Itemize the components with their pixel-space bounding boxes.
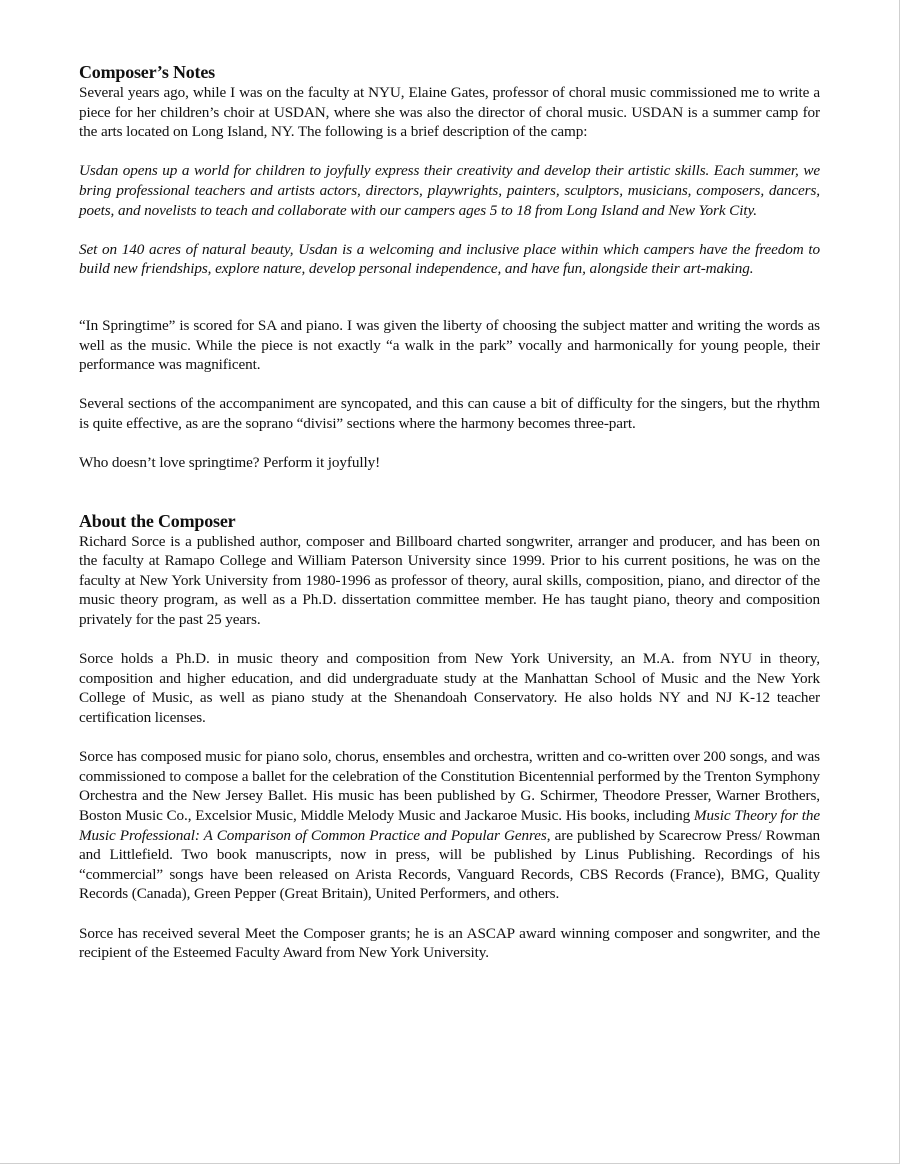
about-paragraph-bio: Richard Sorce is a published author, composer and Billboard charted songwriter, arranger and producer, and has been on the faculty at Ramapo College and William Paterson University since 1999. Prior to his current positions, he was on the faculty at New York University from 1980-1996 as professor of theory, aural skills, composition, piano, and director of the music theory program, as well as a Ph.D. dissertation committee member. He has taught piano, theory and composition privately for the past 25 years. (79, 532, 820, 629)
composers-notes-heading: Composer’s Notes (79, 62, 215, 82)
notes-paragraph-accompaniment: Several sections of the accompaniment are syncopated, and this can cause a bit of difficulty for the singers, but the rhythm is quite effective, as are the soprano “divisi” sections where the harmony becomes three-part. (79, 395, 820, 432)
book-title: Music Theory for the Music Professional: A Comparison of Common Practice and Popular Genres (79, 807, 821, 844)
page-content (79, 62, 820, 963)
about-composer-heading: About the Composer (79, 510, 236, 531)
notes-paragraph-scoring: “In Springtime” is scored for SA and piano. I was given the liberty of choosing the subject matter and writing the words as well as the music. While the piece is not exactly “a walk in the park” vocally and harmonically for young people, their performance was magnificent. (79, 316, 820, 374)
camp-description-quote-1: Usdan opens up a world for children to joyfully express their creativity and develop their artistic skills. Each summer, we bring professional teachers and artists actors, directors, playwrights, painters, sculptors, musicians, composers, dancers, poets, and novelists to teach and collaborate with our campers ages 5 to 18 from Long Island and New York City. (79, 162, 820, 219)
camp-description-quote-2: Set on 140 acres of natural beauty, Usdan is a welcoming and inclusive place within which campers have the freedom to build new friendships, explore nature, develop personal independence, and have fun, alongside their art-making. (79, 240, 820, 278)
about-paragraph-education: Sorce holds a Ph.D. in music theory and composition from New York University, an M.A. from NYU in theory, composition and higher education, and did undergraduate study at the Manhattan School of Music and the New York College of Music, as well as piano study at the Shenandoah Conservatory. He also holds NY and NJ K-12 teacher certification licenses. (79, 650, 820, 727)
notes-paragraph-closing: Who doesn’t love springtime? Perform it joyfully! (79, 454, 381, 472)
about-paragraph-works (79, 747, 820, 904)
about-paragraph-awards: Sorce has received several Meet the Composer grants; he is an ASCAP award winning composer and songwriter, and the recipient of the Esteemed Faculty Award from New York University. (79, 924, 820, 962)
works-text-part-1: Sorce has composed music for piano solo, chorus, ensembles and orchestra, written and co-written over 200 songs, and was commissioned to compose a ballet for the celebration of the Constitution Bicentennial performed by the Trenton Symphony Orchestra and the New Jersey Ballet. His music has been published by G. Schirmer, Theodore Presser, Warner Brothers, Boston Music Co., Excelsior Music, Middle Melody Music and Jackaroe Music. His books, including (79, 748, 820, 824)
works-text-part-2: , are published by Scarecrow Press/ Rowman and Littlefield. Two book manuscripts, now in press, will be published by Linus Publishing. Recordings of his “commercial” songs have been released on Arista Records, Vanguard Records, CBS Records (France), BMG, Quality Records (Canada), Green Pepper (Great Britain), United Performers, and others. (79, 826, 820, 903)
notes-intro-paragraph: Several years ago, while I was on the faculty at NYU, Elaine Gates, professor of choral music commissioned me to write a piece for her children’s choir at USDAN, where she was also the director of choral music. USDAN is a summer camp for the arts located on Long Island, NY. The following is a brief description of the camp: (79, 84, 820, 141)
